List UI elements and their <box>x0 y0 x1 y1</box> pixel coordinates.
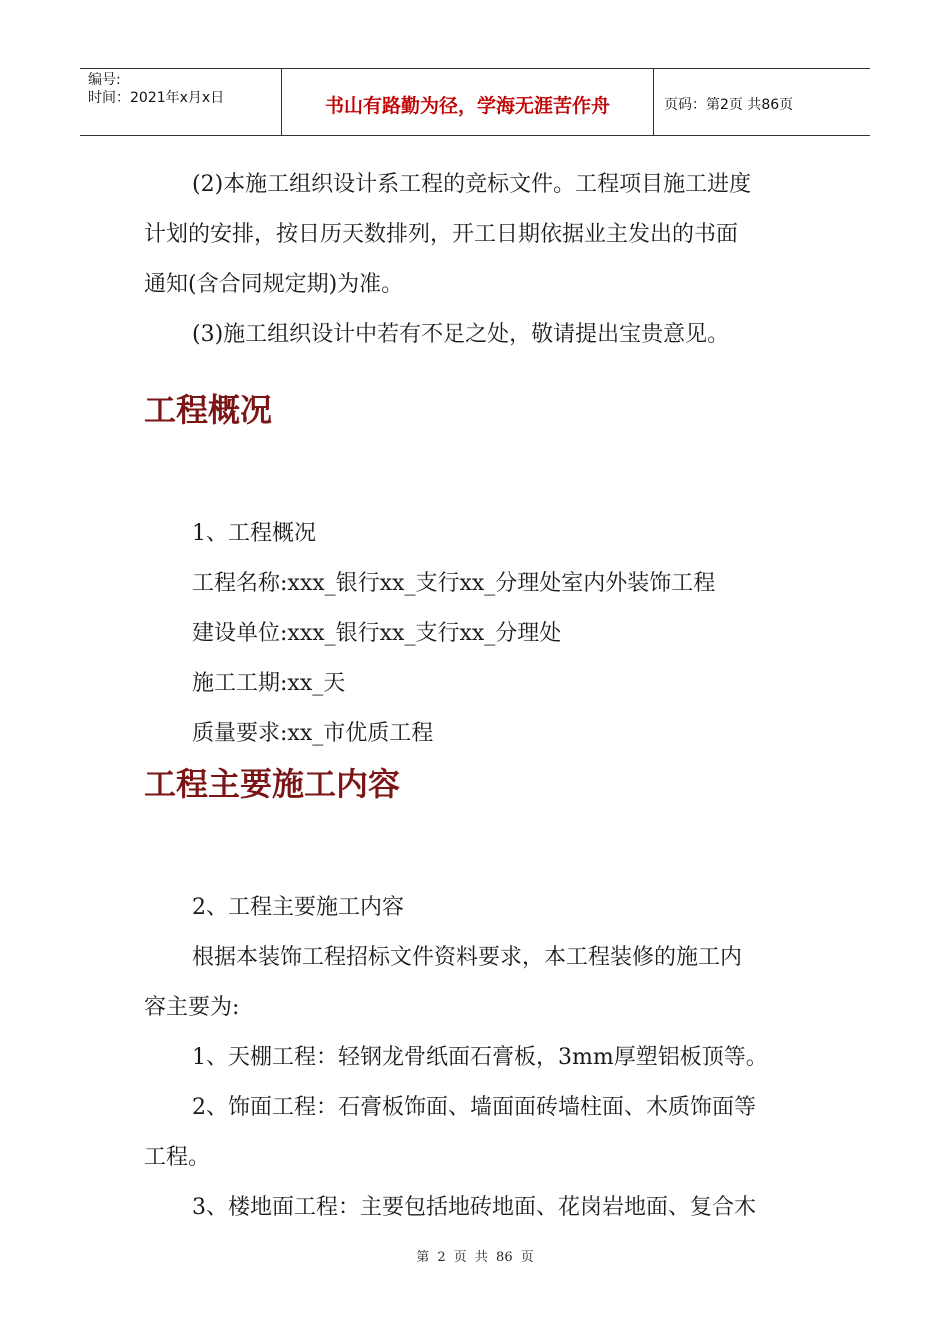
paragraph-line: 通知(含合同规定期)为准。 <box>144 272 404 297</box>
list-item: 3、楼地面工程：主要包括地砖地面、花岗岩地面、复合木 <box>192 1195 756 1220</box>
page-footer: 第 2 页 共 86 页 <box>416 1250 534 1265</box>
list-item-continuation: 工程。 <box>144 1145 211 1170</box>
section-heading: 工程概况 <box>144 391 273 429</box>
paragraph-line: 根据本装饰工程招标文件资料要求，本工程装修的施工内 <box>192 945 743 970</box>
list-item: 2、饰面工程：石膏板饰面、墙面面砖墙柱面、木质饰面等 <box>192 1095 756 1120</box>
subsection-title: 1、工程概况 <box>192 521 316 546</box>
project-quality: 质量要求:xx_市优质工程 <box>192 721 434 746</box>
paragraph-line: (3)施工组织设计中若有不足之处，敬请提出宝贵意见。 <box>192 322 730 347</box>
header-meta <box>80 69 282 135</box>
header-page-info: 页码：第2页 共86页 <box>664 97 794 113</box>
page-header <box>80 68 870 136</box>
paragraph-line: 容主要为: <box>144 995 240 1020</box>
project-period: 施工工期:xx_天 <box>192 671 346 696</box>
header-motto: 书山有路勤为径，学海无涯苦作舟 <box>282 69 654 135</box>
project-owner: 建设单位:xxx_银行xx_支行xx_分理处 <box>192 621 562 646</box>
document-number-label: 编号: <box>88 72 121 88</box>
paragraph-line: 计划的安排，按日历天数排列，开工日期依据业主发出的书面 <box>144 222 739 247</box>
list-item: 1、天棚工程：轻钢龙骨纸面石膏板，3mm厚塑铝板顶等。 <box>192 1045 768 1070</box>
document-time: 时间：2021年x月x日 <box>88 90 225 106</box>
subsection-title: 2、工程主要施工内容 <box>192 895 404 920</box>
paragraph-line: (2)本施工组织设计系工程的竞标文件。工程项目施工进度 <box>192 172 752 197</box>
section-heading: 工程主要施工内容 <box>144 765 401 803</box>
project-name: 工程名称:xxx_银行xx_支行xx_分理处室内外装饰工程 <box>192 571 716 596</box>
